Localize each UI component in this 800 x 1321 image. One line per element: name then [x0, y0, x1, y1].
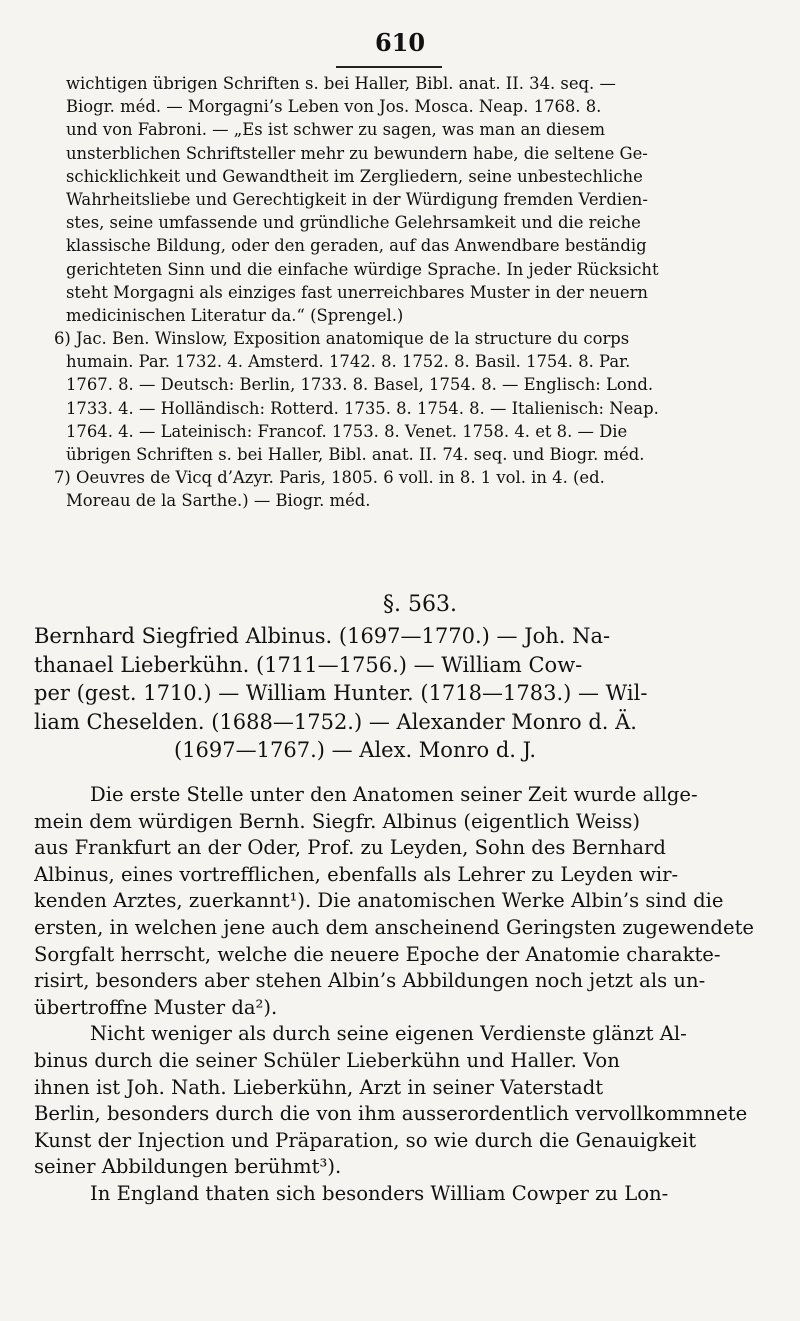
- footnote-line: gerichteten Sinn und die einfache würdige Sprache. In jeder Rücksicht: [66, 259, 659, 279]
- body-line: ersten, in welchen jene auch dem anscheinend Geringsten zugewendete: [34, 915, 755, 939]
- footnote-line: Wahrheitsliebe und Gerechtigkeit in der Würdigung fremden Verdien-: [66, 189, 648, 209]
- heading-line: per (gest. 1710.) — William Hunter. (1718—1783.) — Wil-: [34, 681, 648, 705]
- footnote-7-line: 7) Oeuvres de Vicq d’Azyr. Paris, 1805. 6 voll. in 8. 1 vol. in 4. (ed.: [54, 468, 605, 488]
- footnote-line: steht Morgagni als einziges fast unerreichbares Muster in der neuern: [66, 282, 648, 302]
- body-line: Berlin, besonders durch die von ihm ausserordentlich vervollkommnete: [34, 1102, 748, 1126]
- footnote-line: übrigen Schriften s. bei Haller, Bibl. anat. II. 74. seq. und Biogr. méd.: [66, 445, 645, 464]
- page-number: 610: [374, 28, 426, 57]
- body-line: kenden Arztes, zuerkannt¹). Die anatomischen Werke Albin’s sind die: [34, 889, 724, 913]
- footnote-line: 1764. 4. — Lateinisch: Francof. 1753. 8. Venet. 1758. 4. et 8. — Die: [66, 421, 628, 441]
- section-mark-text: §. 563.: [383, 592, 457, 617]
- footnote-line: unsterblichen Schriftsteller mehr zu bewundern habe, die seltene Ge-: [66, 143, 648, 163]
- footnote-line: 1767. 8. — Deutsch: Berlin, 1733. 8. Basel, 1754. 8. — Englisch: Lond.: [66, 375, 654, 395]
- body-line: In England thaten sich besonders William Cowper zu Lon-: [90, 1181, 669, 1205]
- body-line: aus Frankfurt an der Oder, Prof. zu Leyden, Sohn des Bernhard: [34, 836, 666, 860]
- body-line: binus durch die seiner Schüler Lieberkühn und Haller. Von: [34, 1048, 620, 1072]
- footnote-line: 1733. 4. — Holländisch: Rotterd. 1735. 8. 1754. 8. — Italienisch: Neap.: [66, 398, 659, 418]
- footnote-line: medicinischen Literatur da.“ (Sprengel.): [66, 305, 404, 325]
- body-line: Nicht weniger als durch seine eigenen Verdienste glänzt Al-: [90, 1022, 687, 1046]
- body-line: ihnen ist Joh. Nath. Lieberkühn, Arzt in seiner Vaterstadt: [34, 1075, 604, 1099]
- footnotes-block: [54, 72, 758, 513]
- body-line: übertroffne Muster da²).: [34, 995, 278, 1019]
- footnote-line: schicklichkeit und Gewandtheit im Zergliedern, seine unbestechliche: [66, 166, 643, 186]
- footnote-line: Biogr. méd. — Morgagni’s Leben von Jos. Mosca. Neap. 1768. 8.: [66, 97, 602, 117]
- body-line: mein dem würdigen Bernh. Siegfr. Albinus (eigentlich Weiss): [34, 809, 640, 833]
- heading-line: thanael Lieberkühn. (1711—1756.) — William Cow-: [34, 652, 583, 677]
- section-heading: [34, 622, 766, 765]
- heading-line: Bernhard Siegfried Albinus. (1697—1770.) — Joh. Na-: [34, 624, 611, 648]
- body-text: [34, 782, 766, 1208]
- footnote-6-line: 6) Jac. Ben. Winslow, Exposition anatomique de la structure du corps: [54, 329, 630, 349]
- body-line: Albinus, eines vortrefflichen, ebenfalls als Lehrer zu Leyden wir-: [34, 862, 679, 886]
- footnote-line: humain. Par. 1732. 4. Amsterd. 1742. 8. 1752. 8. Basil. 1754. 8. Par.: [66, 352, 631, 372]
- footnote-line: und von Fabroni. — „Es ist schwer zu sagen, was man an diesem: [66, 120, 606, 140]
- heading-line: liam Cheselden. (1688—1752.) — Alexander Monro d. Ä.: [34, 709, 637, 734]
- body-line: Kunst der Injection und Präparation, so wie durch die Genauigkeit: [34, 1128, 697, 1152]
- footnote-line: Moreau de la Sarthe.) — Biogr. méd.: [66, 491, 371, 511]
- body-line: risirt, besonders aber stehen Albin’s Abbildungen noch jetzt als un-: [34, 969, 706, 993]
- body-line: seiner Abbildungen berühmt³).: [34, 1155, 342, 1179]
- body-line: Die erste Stelle unter den Anatomen seiner Zeit wurde allge-: [90, 783, 698, 806]
- footnote-line: wichtigen übrigen Schriften s. bei Haller, Bibl. anat. II. 34. seq. —: [66, 74, 616, 93]
- section-mark: [0, 592, 800, 617]
- footnote-line: klassische Bildung, oder den geraden, auf das Anwendbare beständig: [66, 236, 647, 256]
- footnote-line: stes, seine umfassende und gründliche Gelehrsamkeit und die reiche: [66, 213, 641, 233]
- body-line: Sorgfalt herrscht, welche die neuere Epoche der Anatomie charakte-: [34, 942, 721, 966]
- header-rule: [336, 66, 442, 68]
- heading-line: (1697—1767.) — Alex. Monro d. J.: [174, 738, 537, 762]
